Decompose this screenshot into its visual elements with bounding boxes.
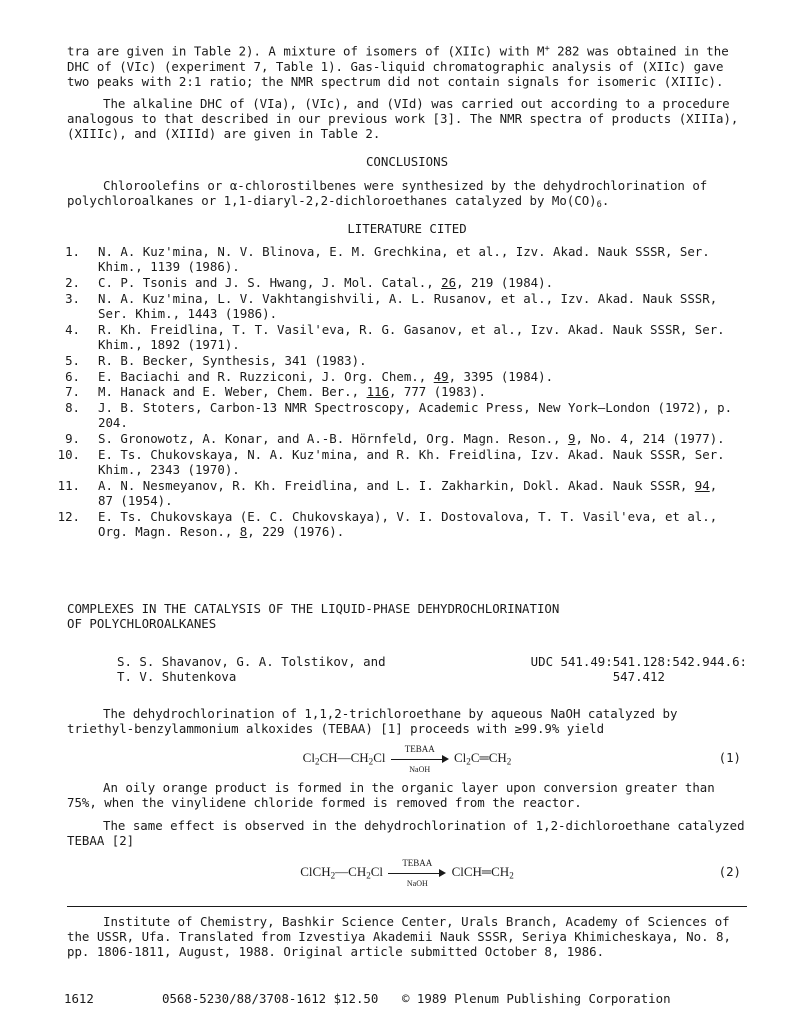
reference-item — [50, 431, 750, 446]
reference-text: R. B. Becker, Synthesis, 341 (1983). — [98, 352, 367, 368]
reference-text: E. Ts. Chukovskaya (E. C. Chukovskaya), V. I. Dostovalova, T. T. Vasil'eva, et al., Org. Magn. Reson., 8, 229 (1976). — [98, 508, 718, 540]
reference-item — [50, 384, 750, 399]
byline — [67, 654, 747, 688]
reference-item — [50, 369, 750, 384]
reference-text: A. N. Nesmeyanov, R. Kh. Freidlina, and L. I. Zakharkin, Dokl. Akad. Nauk SSSR, 94, 87 (1954). — [98, 477, 718, 509]
reference-number: 9. — [65, 431, 80, 447]
reference-list — [50, 244, 750, 540]
reference-number: 5. — [65, 352, 80, 368]
alkaline-dhc-paragraph: The alkaline DHC of (VIa), (VIc), and (VId) was carried out according to a procedure analogous to that described in our previous work [3]. The NMR spectra of products (XIIIa), (XIIIc), and (XIIId) are given in Table 2. — [67, 96, 739, 142]
reference-text: N. A. Kuz'mina, N. V. Blinova, E. M. Grechkina, et al., Izv. Akad. Nauk SSSR, Ser. Khim., 1139 (1986). — [98, 244, 710, 275]
equation-number: (2) — [718, 864, 741, 879]
reference-item — [50, 275, 750, 290]
udc-code: UDC 541.49:541.128:542.944.6: 547.412 — [530, 654, 747, 685]
reference-item — [50, 353, 750, 368]
reference-number: 1. — [65, 244, 80, 259]
reference-number: 3. — [65, 290, 80, 306]
orange-product-paragraph: An oily orange product is formed in the organic layer upon conversion greater than 75%, when the vinylidene chloride formed is removed from the reactor. — [67, 780, 715, 811]
intro-paragraph: The dehydrochlorination of 1,1,2-trichloroethane by aqueous NaOH catalyzed by triethyl-benzylammonium alkoxides (TEBAA) [1] proceeds with ≥99.9% yield — [67, 706, 678, 737]
reference-text: S. Gronowotz, A. Konar, and A.-B. Hörnfeld, Org. Magn. Reson., 9, No. 4, 214 (1977). — [98, 431, 725, 447]
reference-number: 12. — [57, 508, 80, 524]
reference-number: 4. — [65, 321, 80, 337]
affiliation-footnote: Institute of Chemistry, Bashkir Science Center, Urals Branch, Academy of Sciences of the USSR, Ufa. Translated from Izvestiya Akademii Nauk SSSR, Seriya Khimicheskaya, No. 8, pp. 1806-1811, August, 1988. Original article submitted October 8, 1986. — [67, 914, 731, 960]
equation-1-body: $Cl_2CH—CH_2Cl$ TEBAA NaOH $Cl_2C═CH_2$ — [302, 744, 512, 775]
equation-2 — [67, 858, 747, 888]
reference-text: N. A. Kuz'mina, L. V. Vakhtangishvili, A. L. Rusanov, et al., Izv. Akad. Nauk SSSR, Ser. Khim., 1443 (1986). — [98, 290, 718, 321]
reaction-arrow-icon: TEBAA NaOH — [391, 752, 449, 766]
reference-text: R. Kh. Freidlina, T. T. Vasil'eva, R. G. Gasanov, et al., Izv. Akad. Nauk SSSR, Ser. Khim., 1892 (1971). — [98, 321, 725, 352]
reference-text: M. Hanack and E. Weber, Chem. Ber., 116, 777 (1983). — [98, 384, 486, 400]
reference-number: 11. — [57, 477, 80, 493]
literature-cited-heading: LITERATURE CITED — [347, 221, 467, 236]
same-effect-paragraph: The same effect is observed in the dehydrochlorination of 1,2-dichloroethane catalyzed TEBAA [2] — [67, 818, 745, 849]
reference-text: E. Baciachi and R. Ruzziconi, J. Org. Chem., 49, 3395 (1984). — [98, 368, 554, 384]
reference-number: 7. — [65, 384, 80, 400]
reference-number: 10. — [57, 446, 80, 462]
reaction-arrow-icon: TEBAA NaOH — [388, 866, 446, 880]
reference-text: J. B. Stoters, Carbon-13 NMR Spectroscopy, Academic Press, New York—London (1972), p. 204. — [98, 400, 733, 431]
reference-item — [50, 447, 750, 477]
reference-number: 8. — [65, 400, 80, 416]
footnote-divider — [67, 906, 747, 907]
reference-number: 2. — [65, 275, 80, 290]
reference-item — [50, 244, 750, 274]
reference-item — [50, 478, 750, 508]
reference-item — [50, 322, 750, 352]
conclusions-text: Chloroolefins or α-chlorostilbenes were synthesized by the dehydrochlorination of polychloroalkanes or 1,1-diaryl-2,2-dichloroethanes catalyzed by $Mo(CO)_6$. — [67, 178, 708, 211]
article-code: 0568-5230/88/3708-1612 $12.50 — [162, 991, 379, 1006]
copyright: © 1989 Plenum Publishing Corporation — [402, 991, 671, 1006]
equation-number: (1) — [718, 750, 741, 765]
equation-2-body: $ClCH_2—CH_2Cl$ TEBAA NaOH $ClCH═CH_2$ — [300, 858, 514, 889]
reference-item — [50, 291, 750, 321]
reference-item — [50, 400, 750, 430]
article-title: COMPLEXES IN THE CATALYSIS OF THE LIQUID-PHASE DEHYDROCHLORINATION OF POLYCHLOROALKANES — [67, 601, 560, 632]
equation-1 — [67, 744, 747, 774]
authors: S. S. Shavanov, G. A. Tolstikov, and T. V. Shutenkova — [117, 654, 386, 685]
reference-text: E. Ts. Chukovskaya, N. A. Kuz'mina, and R. Kh. Freidlina, Izv. Akad. Nauk SSSR, Ser. Khim., 2343 (1970). — [98, 446, 725, 478]
reference-number: 6. — [65, 368, 80, 384]
conclusions-heading: CONCLUSIONS — [365, 154, 449, 169]
page-number: 1612 — [64, 991, 94, 1006]
reference-text: C. P. Tsonis and J. S. Hwang, J. Mol. Catal., 26, 219 (1984). — [98, 275, 554, 290]
continued-paragraph: tra are given in Table 2). A mixture of isomers of (XIIc) with M+ 282 was obtained in the DHC of (VIc) (experiment 7, Table 1). Gas-liquid chromatographic analysis of (XIIc) gave two peaks with 2:1 ratio; the NMR spectrum did not contain signals for isomeric (XIIIc). — [67, 43, 729, 89]
reference-item — [50, 509, 750, 539]
